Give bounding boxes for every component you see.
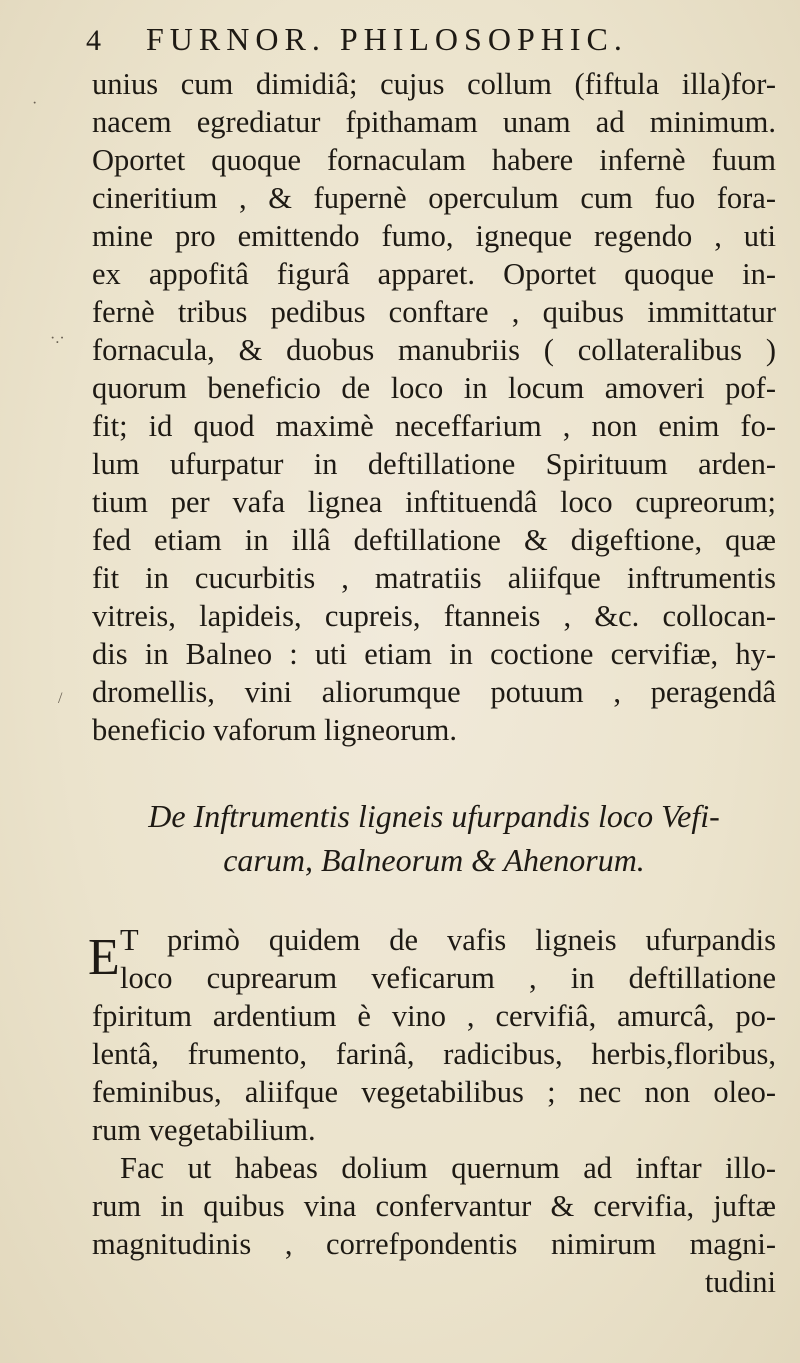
text-line: cineritium , & fupernè operculum cum fuo fora- [92,181,776,215]
text-line: fernè tribus pedibus conftare , quibus immittatur [92,295,776,329]
text-line: T primò quidem de vafis ligneis ufurpandis [120,923,776,957]
text-line: feminibus, aliifque vegetabilibus ; nec non oleo- [92,1075,776,1109]
text-line: dromellis, vini aliorumque potuum , peragendâ [92,675,776,709]
text-line: lum ufurpatur in deftillatione Spirituum arden- [92,447,776,481]
text-line: Fac ut habeas dolium quernum ad inftar illo- [120,1151,776,1185]
text-line: beneficio vaforum ligneorum. [92,713,458,747]
text-line: lentâ, frumento, farinâ, radicibus, herbis,floribus, [92,1037,776,1071]
text-line: fornacula, & duobus manubriis ( collateralibus ) [92,333,776,367]
margin-speck: / [58,690,63,707]
text-line: mine pro emittendo fumo, igneque regendo , uti [92,219,776,253]
text-line: rum in quibus vina confervantur & cervifia, juftæ [92,1189,776,1223]
text-line: magnitudinis , correfpondentis nimirum magni- [92,1227,776,1261]
text-line: loco cuprearum veficarum , in deftillatione [120,961,776,995]
section-heading-line: De Inftrumentis ligneis ufurpandis loco Vefi- [148,798,720,834]
text-line: dis in Balneo : uti etiam in coctione cervifiæ, hy- [92,637,776,671]
text-line: quorum beneficio de loco in locum amoveri pof- [92,371,776,405]
section-heading-line: carum, Balneorum & Ahenorum. [223,842,645,878]
text-line: fit in cucurbitis , matratiis aliifque inftrumentis [92,561,776,595]
text-line: ex appofitâ figurâ apparet. Oportet quoque in- [92,257,776,291]
text-line: rum vegetabilium. [92,1113,316,1147]
text-line: tium per vafa lignea inftituendâ loco cupreorum; [92,485,776,519]
text-line: vitreis, lapideis, cupreis, ftanneis , &c. collocan- [92,599,776,633]
margin-speck: ·.· [50,330,65,347]
text-line: Oportet quoque fornaculam habere infernè fuum [92,143,776,177]
text-line: fit; id quod maximè neceffarium , non enim fo- [92,409,776,443]
text-line: fpiritum ardentium è vino , cervifiâ, amurcâ, po- [92,999,776,1033]
text-line: nacem egrediatur fpithamam unam ad minimum. [92,105,776,139]
catchword: tudini [704,1265,776,1299]
running-title: FURNOR. PHILOSOPHIC. [146,21,628,57]
text-line: fed etiam in illâ deftillatione & digeftione, quæ [92,523,776,557]
page-number: 4 [86,24,101,57]
margin-speck: · [32,95,38,112]
running-header [86,14,776,64]
text-line: unius cum dimidiâ; cujus collum (fiftula illa)for- [92,67,776,101]
drop-cap: E [88,929,120,986]
